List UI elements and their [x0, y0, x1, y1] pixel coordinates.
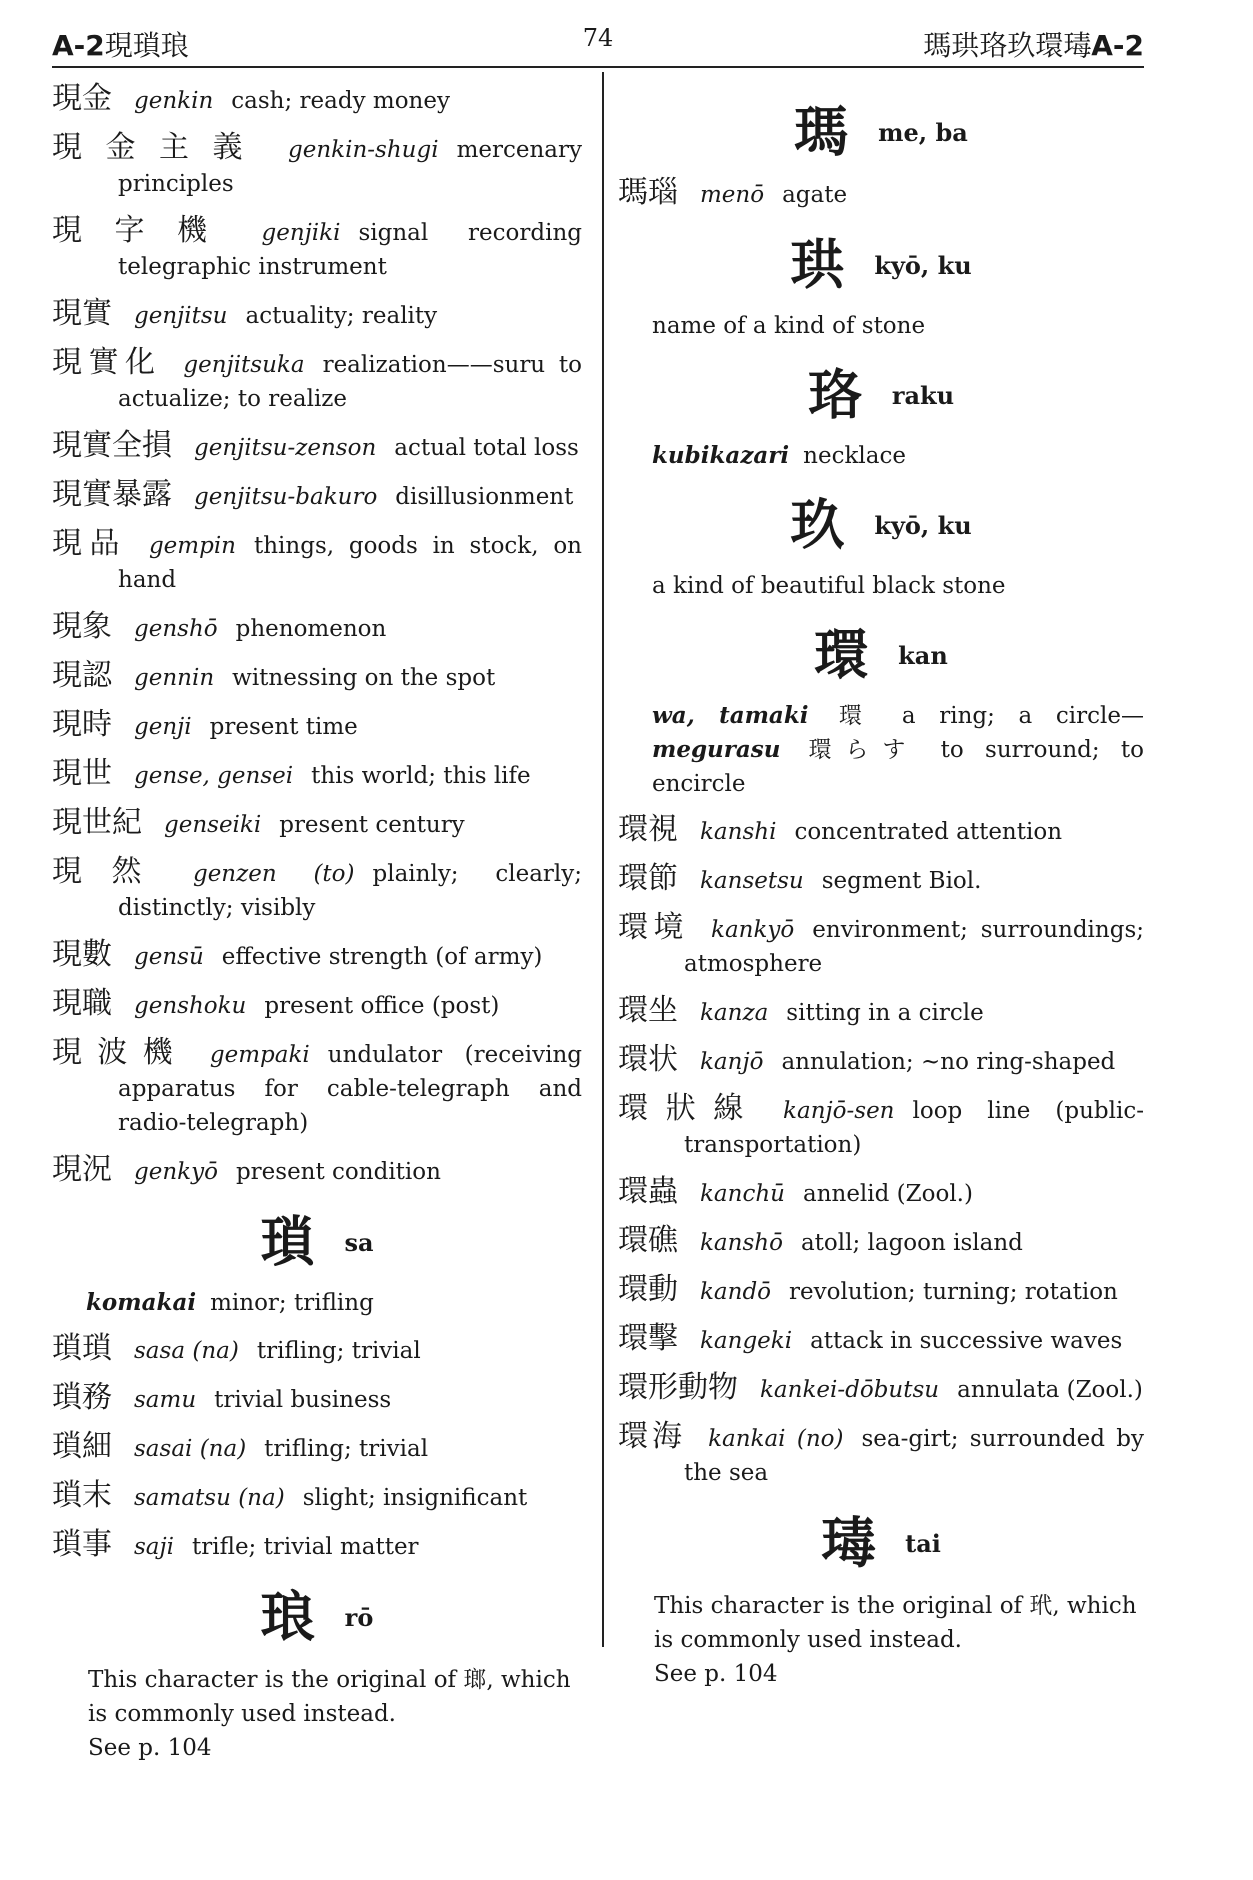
raku-character: 珞	[807, 363, 862, 427]
entry-definition: realization——suru to actualize; to realize	[118, 352, 582, 412]
dictionary-entry	[618, 1043, 1144, 1079]
entry-romanization: genjitsu-zenson	[194, 435, 377, 461]
ro-character: 琅	[260, 1585, 315, 1649]
sa-meaning-word: komakai	[86, 1289, 197, 1316]
dictionary-entry	[52, 708, 582, 744]
entry-definition: loop line (public-transportation)	[684, 1098, 1144, 1158]
entry-romanization: kanchū	[700, 1181, 785, 1207]
dictionary-entry	[52, 757, 582, 793]
entry-kanji: 環礁	[618, 1223, 678, 1258]
entry-kanji: 瑪瑙	[618, 175, 678, 210]
entry-definition: trifling; trivial	[264, 1436, 429, 1462]
entry-kanji: 環節	[618, 861, 678, 896]
kan-meaning	[618, 699, 1144, 801]
dictionary-entry	[618, 1273, 1144, 1309]
entry-romanization: gempaki	[209, 1042, 310, 1068]
sa-reading: sa	[344, 1227, 374, 1257]
entry-definition: segment Biol.	[821, 868, 982, 894]
me-heading	[618, 92, 1144, 172]
entry-romanization: kandō	[700, 1279, 772, 1305]
entry-romanization: gempin	[148, 533, 236, 559]
entry-kanji: 現時	[52, 707, 112, 742]
entry-kanji: 現象	[52, 609, 112, 644]
entry-kanji: 現金主義	[52, 130, 267, 165]
entry-romanization: genjitsu-bakuro	[194, 484, 378, 510]
entry-romanization: sasa (na)	[134, 1338, 239, 1364]
entry-kanji: 現世紀	[52, 805, 142, 840]
ro-note	[52, 1663, 582, 1765]
entry-romanization: genshō	[134, 616, 218, 642]
entry-definition: slight; insignificant	[302, 1485, 528, 1511]
tai-heading	[618, 1503, 1144, 1583]
entry-romanization: genzen (to)	[192, 861, 355, 887]
entry-definition: cash; ready money	[231, 88, 450, 114]
entry-kanji: 現世	[52, 756, 112, 791]
entry-romanization: genkin	[134, 88, 214, 114]
entry-romanization: menō	[700, 182, 765, 208]
entry-kanji: 環状	[618, 1042, 678, 1077]
entry-romanization: genseiki	[164, 812, 262, 838]
raku-meaning	[618, 439, 1144, 473]
entry-definition: environment; surroundings; atmosphere	[684, 917, 1145, 977]
kyo-meaning: name of a kind of stone	[652, 313, 926, 339]
entry-definition: signal recording telegraphic instrument	[118, 220, 582, 280]
dictionary-entry	[52, 429, 582, 465]
entry-definition: present time	[209, 714, 358, 740]
entry-definition: witnessing on the spot	[232, 665, 496, 691]
left-entry-list	[52, 82, 582, 1189]
header-rule	[52, 66, 1144, 68]
entry-kanji: 現數	[52, 937, 112, 972]
entry-kanji: 現實暴露	[52, 477, 172, 512]
entry-definition: effective strength (of army)	[221, 944, 543, 970]
kan-meaning-text-1: 環 a ring; a circle—	[822, 703, 1145, 729]
header-left-code: A-2	[52, 29, 105, 62]
entry-definition: annulata (Zool.)	[957, 1377, 1143, 1403]
entry-definition: this world; this life	[311, 763, 531, 789]
header-right-kanji: 瑪珙珞玖環瑇	[923, 29, 1092, 62]
entry-kanji: 環坐	[618, 993, 678, 1028]
entry-kanji: 環狀線	[618, 1091, 762, 1126]
ro-see-reference: See p. 104	[88, 1735, 212, 1761]
entry-romanization: kangeki	[700, 1328, 793, 1354]
dictionary-entry	[52, 1430, 582, 1466]
raku-meaning-text: necklace	[803, 443, 906, 469]
entry-definition: things, goods in stock, on hand	[118, 533, 582, 593]
entry-kanji: 環蟲	[618, 1174, 678, 1209]
left-column	[52, 82, 582, 1765]
kan-reading: kan	[898, 640, 948, 670]
entry-definition: revolution; turning; rotation	[789, 1279, 1118, 1305]
entry-definition: trivial business	[214, 1387, 392, 1413]
sa-meaning	[52, 1286, 582, 1320]
header-left-kanji: 現瑣琅	[104, 29, 189, 62]
entry-definition: trifle; trivial matter	[192, 1534, 419, 1560]
dictionary-entry	[52, 346, 582, 416]
page-header	[52, 18, 1144, 68]
ro-note-text: This character is the original of 瑯, which is commonly used instead.	[88, 1667, 571, 1727]
entry-definition: actuality; reality	[245, 303, 438, 329]
right-column	[618, 82, 1144, 1691]
raku-heading	[618, 355, 1144, 435]
tai-character: 瑇	[821, 1511, 876, 1575]
ro-reading: rō	[344, 1602, 374, 1632]
dictionary-entry	[618, 1322, 1144, 1358]
sa-heading	[52, 1202, 582, 1282]
entry-romanization: genkin-shugi	[288, 137, 439, 163]
entry-romanization: kanshi	[700, 819, 777, 845]
tai-see-reference: See p. 104	[654, 1661, 778, 1687]
entry-romanization: samatsu (na)	[134, 1485, 285, 1511]
entry-kanji: 現金	[52, 81, 112, 116]
kan-character: 環	[814, 623, 869, 687]
entry-kanji: 現字機	[52, 213, 240, 248]
dictionary-entry	[52, 527, 582, 597]
entry-definition: annelid (Zool.)	[802, 1181, 973, 1207]
sa-entry-list	[52, 1332, 582, 1564]
entry-kanji: 現波機	[52, 1035, 188, 1070]
dictionary-entry	[618, 1092, 1144, 1162]
entry-kanji: 現實	[52, 296, 112, 331]
sa-character: 瑣	[260, 1210, 315, 1274]
entry-kanji: 現職	[52, 986, 112, 1021]
entry-romanization: genshoku	[134, 993, 247, 1019]
entry-kanji: 環動	[618, 1272, 678, 1307]
tai-note	[618, 1589, 1144, 1691]
dictionary-entry	[618, 1420, 1144, 1490]
entry-kanji: 瑣細	[52, 1429, 112, 1464]
entry-romanization: genkyō	[134, 1159, 218, 1185]
dictionary-entry	[52, 1381, 582, 1417]
dictionary-entry	[618, 994, 1144, 1030]
dictionary-entry	[52, 1153, 582, 1189]
entry-romanization: saji	[134, 1534, 175, 1560]
entry-kanji: 現品	[52, 526, 127, 561]
entry-definition: annulation; ~no ring-shaped	[781, 1049, 1116, 1075]
entry-kanji: 瑣末	[52, 1478, 112, 1513]
entry-romanization: genji	[134, 714, 192, 740]
entry-definition: attack in successive waves	[810, 1328, 1123, 1354]
entry-kanji: 現然	[52, 854, 171, 889]
header-right-code: A-2	[1091, 29, 1144, 62]
dictionary-entry	[52, 1528, 582, 1564]
dictionary-entry	[618, 911, 1144, 981]
entry-romanization: genjitsu	[134, 303, 228, 329]
kyu-heading	[618, 485, 1144, 565]
kyo-heading	[618, 225, 1144, 305]
entry-definition: present office (post)	[264, 993, 500, 1019]
dictionary-entry	[618, 1175, 1144, 1211]
kan-entry-list	[618, 813, 1144, 1490]
dictionary-entry	[52, 610, 582, 646]
page-number: 74	[582, 24, 614, 52]
dictionary-entry	[618, 862, 1144, 898]
entry-romanization: kankyō	[711, 917, 795, 943]
dictionary-entry	[52, 1036, 582, 1140]
entry-definition: phenomenon	[235, 616, 387, 642]
entry-definition: present century	[279, 812, 465, 838]
entry-definition: present condition	[235, 1159, 441, 1185]
entry-romanization: kanjō-sen	[783, 1098, 895, 1124]
dictionary-entry	[52, 938, 582, 974]
kyu-meaning: a kind of beautiful black stone	[652, 573, 1006, 599]
raku-reading: raku	[891, 380, 955, 410]
tai-note-text: This character is the original of 玳, which is commonly used instead.	[654, 1593, 1137, 1653]
entry-kanji: 環境	[618, 910, 690, 945]
entry-romanization: genjiki	[261, 220, 341, 246]
kyu-reading: kyō, ku	[874, 510, 972, 540]
entry-romanization: gense, gensei	[134, 763, 294, 789]
entry-kanji: 現實化	[52, 345, 162, 380]
entry-kanji: 現況	[52, 1152, 112, 1187]
entry-definition: plainly; clearly; distinctly; visibly	[118, 861, 583, 921]
dictionary-entry	[52, 855, 582, 925]
entry-kanji: 現實全損	[52, 428, 172, 463]
kan-heading	[618, 615, 1144, 695]
dictionary-entry	[52, 214, 582, 284]
me-reading: me, ba	[878, 117, 968, 147]
dictionary-entry	[52, 987, 582, 1023]
dictionary-entry	[52, 806, 582, 842]
entry-romanization: kansetsu	[700, 868, 804, 894]
sa-meaning-text: minor; trifling	[210, 1290, 374, 1316]
entry-kanji: 環擊	[618, 1321, 678, 1356]
dictionary-entry	[618, 176, 1144, 212]
entry-kanji: 環海	[618, 1419, 687, 1454]
entry-definition: sea-girt; surrounded by the sea	[684, 1426, 1144, 1486]
dictionary-entry	[618, 813, 1144, 849]
column-divider	[602, 72, 604, 1647]
entry-romanization: kanshō	[700, 1230, 783, 1256]
me-entry-list	[618, 176, 1144, 212]
entry-definition: mercenary principles	[118, 137, 582, 197]
dictionary-entry	[52, 131, 582, 201]
kyu-character: 玖	[790, 493, 845, 557]
dictionary-entry	[52, 1479, 582, 1515]
kan-meaning-word-1: wa, tamaki	[652, 702, 809, 729]
entry-romanization: samu	[134, 1387, 197, 1413]
kyo-reading: kyō, ku	[874, 250, 972, 280]
entry-romanization: kankai (no)	[708, 1426, 844, 1452]
entry-definition: concentrated attention	[794, 819, 1063, 845]
entry-definition: actual total loss	[394, 435, 579, 461]
kyo-character: 珙	[790, 233, 845, 297]
entry-romanization: kankei-dōbutsu	[760, 1377, 940, 1403]
dictionary-entry	[52, 1332, 582, 1368]
entry-romanization: gensū	[134, 944, 204, 970]
entry-definition: sitting in a circle	[786, 1000, 984, 1026]
entry-romanization: kanza	[700, 1000, 769, 1026]
me-character: 瑪	[794, 100, 849, 164]
dictionary-entry	[52, 82, 582, 118]
dictionary-entry	[52, 478, 582, 514]
raku-meaning-word: kubikazari	[652, 442, 790, 469]
entry-definition: undulator (receiving apparatus for cable-telegraph and radio-telegraph)	[118, 1042, 582, 1136]
ro-heading	[52, 1577, 582, 1657]
header-right	[923, 24, 1144, 64]
entry-definition: trifling; trivial	[256, 1338, 421, 1364]
kan-meaning-word-2: megurasu	[652, 736, 781, 763]
entry-kanji: 現認	[52, 658, 112, 693]
entry-definition: atoll; lagoon island	[800, 1230, 1023, 1256]
tai-reading: tai	[905, 1528, 941, 1558]
entry-definition: disillusionment	[395, 484, 574, 510]
entry-kanji: 瑣事	[52, 1527, 112, 1562]
dictionary-entry	[52, 297, 582, 333]
kan-meaning-text-2: 環らす to surround; to encircle	[652, 737, 1144, 797]
entry-kanji: 環形動物	[618, 1370, 738, 1405]
entry-romanization: kanjō	[700, 1049, 764, 1075]
entry-kanji: 瑣務	[52, 1380, 112, 1415]
entry-kanji: 環視	[618, 812, 678, 847]
entry-romanization: sasai (na)	[134, 1436, 247, 1462]
dictionary-entry	[618, 1224, 1144, 1260]
dictionary-entry	[618, 1371, 1144, 1407]
entry-romanization: gennin	[134, 665, 215, 691]
dictionary-entry	[52, 659, 582, 695]
entry-definition: agate	[782, 182, 848, 208]
entry-kanji: 瑣瑣	[52, 1331, 112, 1366]
entry-romanization: genjitsuka	[183, 352, 305, 378]
